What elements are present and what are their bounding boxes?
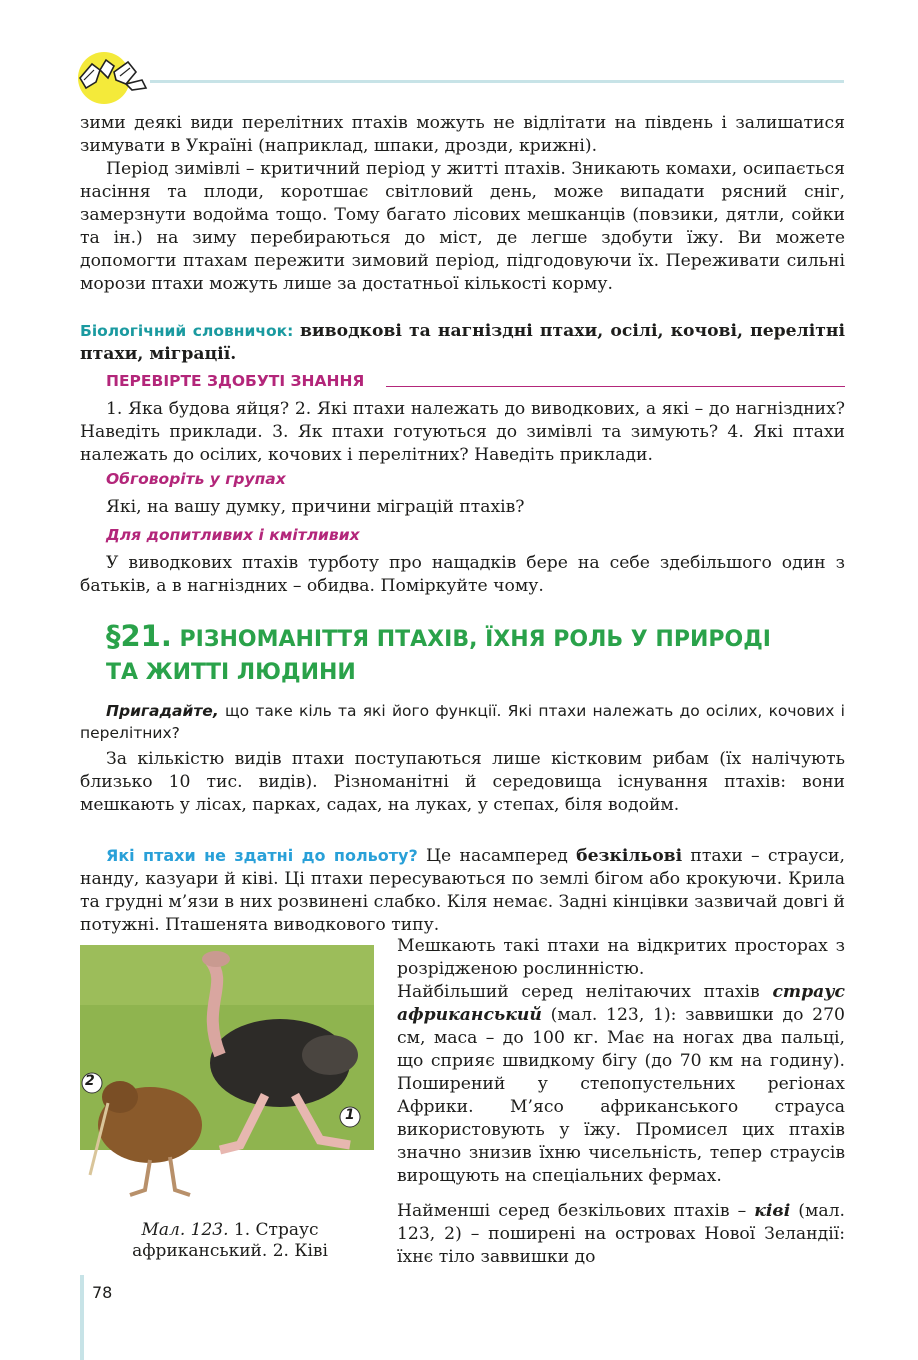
intro-paragraph-2: Період зимівлі – критичний період у житті птахів. Зникають комахи, осипається насіння та плоди, коротшає світловий день, може випадати рясний сніг, замерзнути водойма тощо. Тому багато лісових мешканців (повзики, дятли, сойки та ін.) на зиму перебираються до міст, де легше здобути їжу. Ви можете допомогти птахам пережити зимовий період, підгодовуючи їх. Переживати сильні морози птахи можуть лише за достатньої кількості корму.: [80, 159, 845, 294]
check-section-rule: [386, 386, 845, 387]
check-questions: 1. Яка будова яйця? 2. Які птахи належать до виводкових, а які – до нагніздних? Наведіть приклади. 3. Як птахи готуються до зимівлі та зимують? 4. Які птахи належать до осілих, кочових і перелітних? Наведіть приклади.: [80, 399, 845, 465]
curious-title: Для допитливих і кмітливих: [106, 526, 360, 544]
discuss-title: Обговоріть у групах: [106, 470, 286, 488]
butterfly-icon: [70, 48, 150, 108]
figure-caption-ref: Мал. 123.: [141, 1220, 229, 1240]
figure-label-1: 1: [345, 1107, 355, 1123]
check-section-title: ПЕРЕВІРТЕ ЗДОБУТІ ЗНАННЯ: [106, 372, 365, 390]
figure-label-2: 2: [85, 1073, 95, 1089]
paragraph-number: §21.: [106, 619, 172, 653]
glossary: [80, 320, 845, 366]
page-number: 78: [92, 1283, 113, 1302]
flightless-question: Які птахи не здатні до польоту?: [106, 846, 418, 865]
header-decoration: [70, 48, 150, 108]
right-paragraph-a: Мешкають такі птахи на відкритих просторах з розрідженою рослинністю.: [397, 936, 845, 979]
right-paragraph-b: Найбільший серед нелітаючих птахів страус африканський (мал. 123, 1): заввишки до 270 см, маса – до 100 кг. Має на ногах два пальці, що сприяє швидкому бігу (до 70 км на годину). Поширений у степопустельних регіонах Африки. М’ясо африканського страуса використовують у їжу. Промисел цих птахів значно знизив їхню чисельність, тепер страусів вирощують на спеціальних фермах.: [397, 982, 846, 1186]
recall: [80, 700, 845, 744]
footer-rule: [80, 1275, 84, 1360]
right-paragraph-c: Найменші серед безкільових птахів – ківі (мал. 123, 2) – поширені на островах Нової Зеландії: їхнє тіло заввишки до: [397, 1201, 846, 1267]
glossary-label: Біологічний словничок:: [80, 322, 294, 340]
flightless-paragraph: Які птахи не здатні до польоту? Це насамперед безкільові птахи – страуси, нанду, казуари й ківі. Ці птахи пересуваються по землі бігом або крокуючи. Крила та грудні м’язи в них розвинені слабко. Кіля немає. Задні кінцівки зазвичай довгі й потужні. Пташенята виводкового типу.: [80, 846, 845, 935]
paragraph-title-line1: РІЗНОМАНІТТЯ ПТАХІВ, ЇХНЯ РОЛЬ У ПРИРОДІ: [179, 627, 771, 652]
recall-label: Пригадайте,: [106, 702, 219, 720]
paragraph-title: [106, 620, 846, 689]
flightless-term: безкільові: [576, 846, 683, 866]
paragraph-title-line2: ТА ЖИТТІ ЛЮДИНИ: [106, 660, 356, 685]
curious-text: У виводкових птахів турботу про нащадків бере на себе здебільшого один з батьків, а в нагніздних – обидва. Поміркуйте чому.: [80, 553, 845, 596]
glossary-terms: виводкові та нагніздні птахи, осілі, кочові, перелітні птахи, міграції.: [80, 321, 845, 364]
ostrich-term: страус африканський: [397, 982, 846, 1025]
figure-caption-text: 1. Страус африканський. 2. Ківі: [132, 1220, 328, 1261]
header-rule: [150, 80, 844, 83]
intro-paragraph-1: зими деякі види перелітних птахів можуть не відлітати на південь і залишатися зимувати в Україні (наприклад, шпаки, дрозди, крижні).: [80, 113, 845, 156]
body-paragraph-1: За кількістю видів птахи поступаються лише кістковим рибам (їх налічують близько 10 тис. видів). Різноманітні й середовища існування птахів: вони мешкають у лісах, парках, садах, на луках, у степах, біля водойм.: [80, 749, 845, 815]
figure-photo: [80, 945, 374, 1205]
recall-text: що таке кіль та які його функції. Які птахи належать до осілих, кочових і перелітних?: [80, 702, 845, 742]
figure-caption: [80, 1220, 380, 1262]
kiwi-term: ківі: [754, 1201, 791, 1221]
discuss-text: Які, на вашу думку, причини міграцій птахів?: [106, 497, 525, 517]
